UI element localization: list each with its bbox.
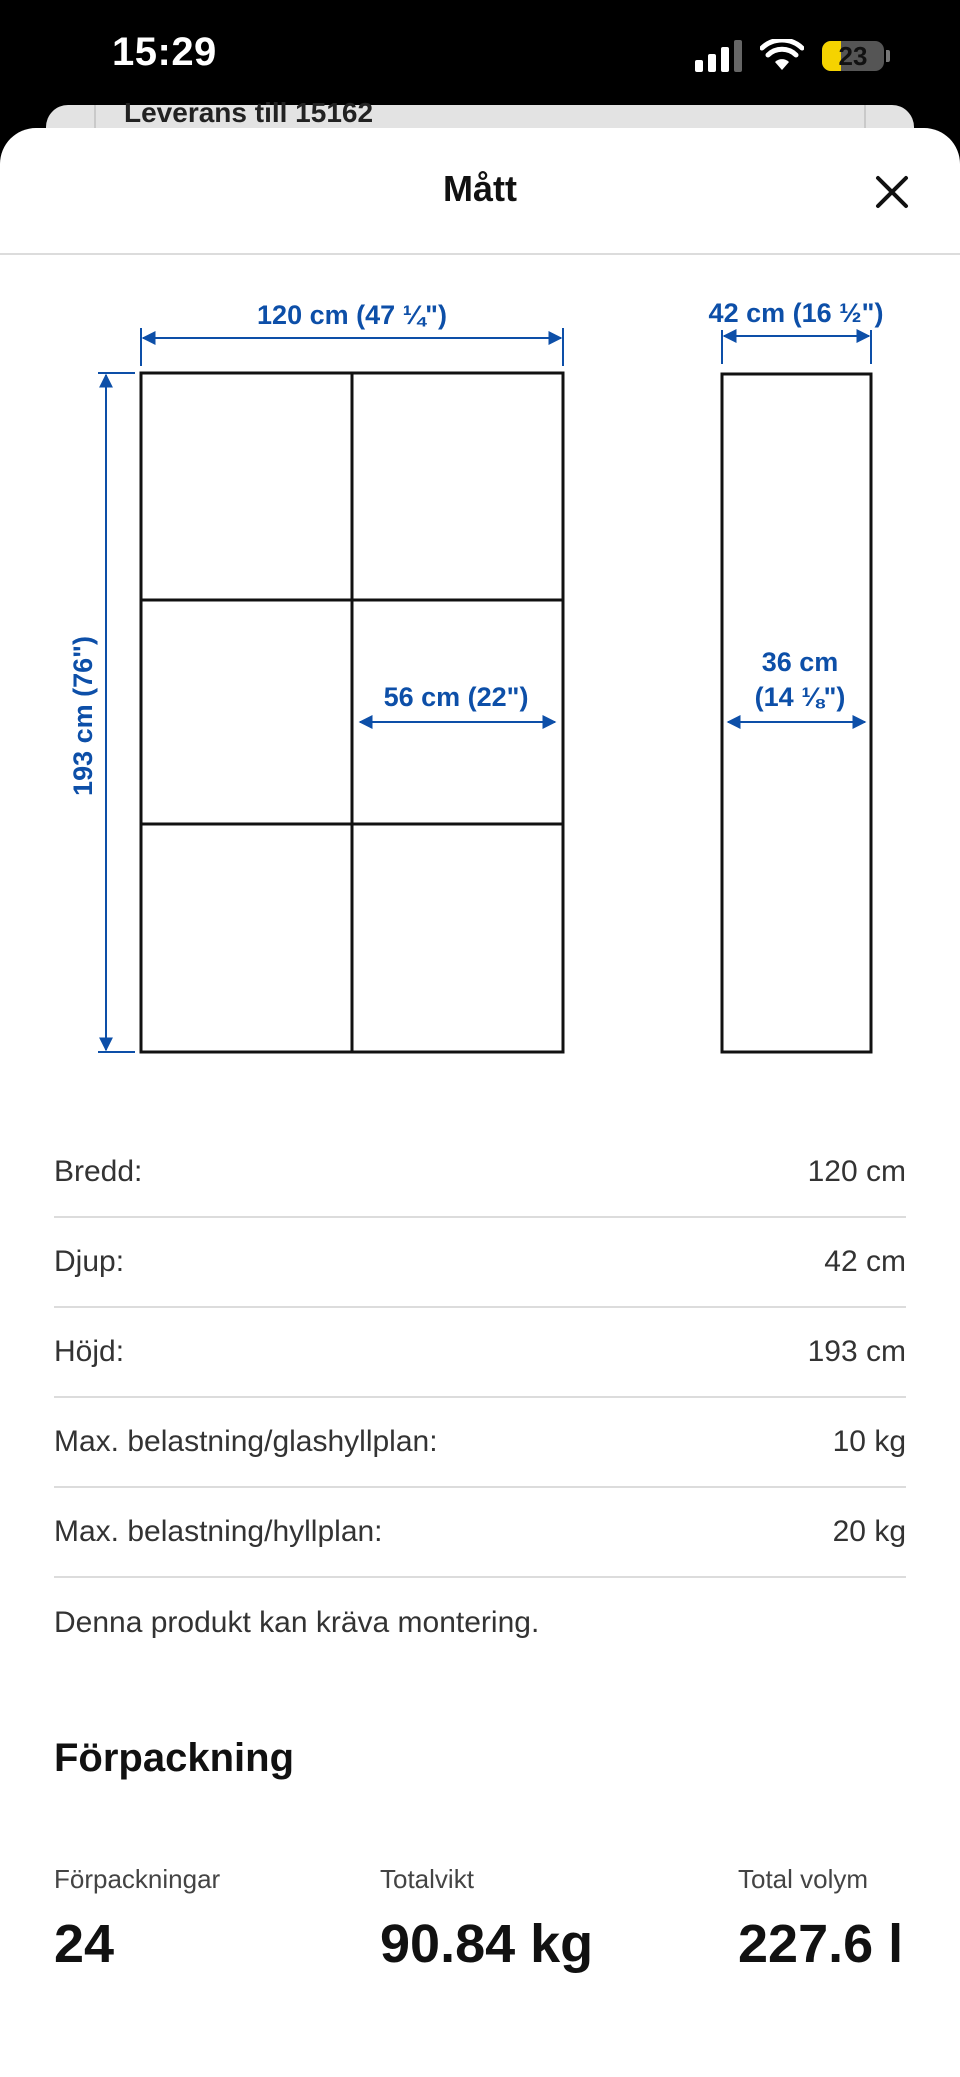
spec-label: Höjd: bbox=[54, 1335, 125, 1368]
weight-label: Totalvikt bbox=[380, 1864, 474, 1894]
specs-table bbox=[54, 1128, 906, 1578]
dimension-diagram bbox=[0, 128, 960, 1078]
packaging-heading: Förpackning bbox=[54, 1736, 295, 1780]
front-view bbox=[141, 373, 563, 1052]
compartment-width-dimension bbox=[360, 682, 555, 722]
inner-depth-label-line2: (14 ⅛") bbox=[754, 682, 846, 712]
spec-value: 120 cm bbox=[807, 1155, 906, 1188]
status-icons bbox=[695, 36, 890, 76]
spec-value: 10 kg bbox=[832, 1425, 906, 1458]
spec-row-height bbox=[54, 1308, 906, 1398]
spec-label: Max. belastning/glashyllplan: bbox=[54, 1425, 438, 1458]
status-time: 15:29 bbox=[112, 30, 217, 74]
height-dimension bbox=[68, 373, 135, 1052]
packages-value: 24 bbox=[54, 1914, 115, 1974]
side-view bbox=[709, 298, 884, 1052]
spec-value: 20 kg bbox=[832, 1515, 906, 1548]
volume-label: Total volym bbox=[738, 1864, 869, 1894]
volume-value: 227.6 l bbox=[738, 1914, 904, 1974]
wifi-icon bbox=[760, 39, 804, 73]
battery-icon bbox=[822, 41, 890, 71]
weight-stat bbox=[380, 1864, 593, 1975]
modal-title: Mått bbox=[443, 168, 517, 209]
height-label: 193 cm (76") bbox=[68, 636, 98, 796]
volume-stat bbox=[738, 1864, 903, 1975]
weight-value: 90.84 kg bbox=[380, 1914, 594, 1974]
spec-value: 42 cm bbox=[824, 1245, 906, 1278]
assembly-note: Denna produkt kan kräva montering. bbox=[54, 1606, 540, 1639]
spec-label: Djup: bbox=[54, 1245, 125, 1278]
spec-value: 193 cm bbox=[807, 1335, 906, 1368]
spec-row-glass-shelf-load bbox=[54, 1398, 906, 1488]
inner-depth-label-line1: 36 cm bbox=[761, 647, 839, 677]
spec-row-width bbox=[54, 1128, 906, 1218]
battery-level: 23 bbox=[838, 40, 868, 71]
spec-label: Bredd: bbox=[54, 1155, 143, 1188]
cellular-signal-icon bbox=[695, 40, 742, 72]
spec-row-depth bbox=[54, 1218, 906, 1308]
width-label: 120 cm (47 ¼") bbox=[257, 300, 447, 330]
width-dimension bbox=[141, 300, 563, 366]
side-frame bbox=[722, 374, 871, 1052]
compartment-width-label: 56 cm (22") bbox=[383, 682, 529, 712]
spec-row-shelf-load bbox=[54, 1488, 906, 1578]
spec-label: Max. belastning/hyllplan: bbox=[54, 1515, 383, 1548]
packages-stat bbox=[54, 1864, 220, 1975]
dimensions-modal bbox=[0, 128, 960, 2077]
delivery-text: Leverans till 15162 bbox=[124, 97, 374, 128]
depth-label: 42 cm (16 ½") bbox=[708, 298, 884, 328]
packages-label: Förpackningar bbox=[54, 1864, 221, 1894]
